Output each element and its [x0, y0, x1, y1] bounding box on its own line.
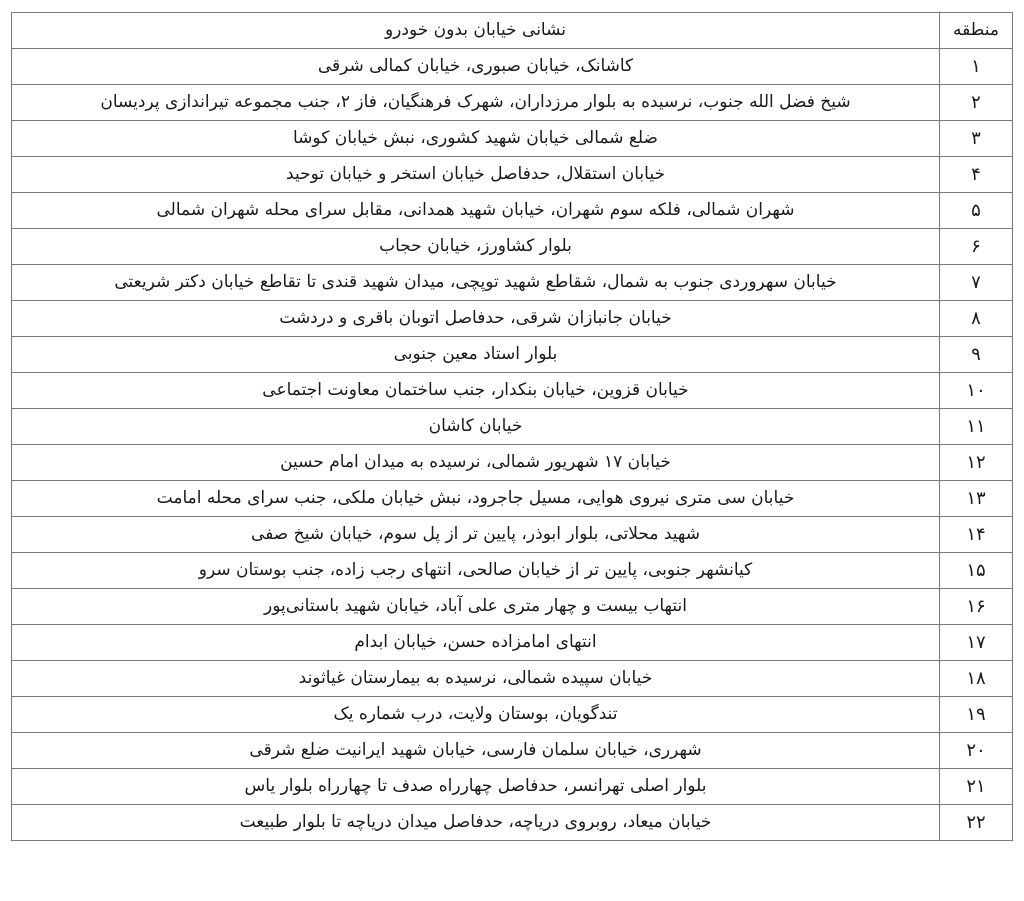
address-cell: خیابان سپیده شمالی، نرسیده به بیمارستان غیاثوند	[12, 661, 940, 697]
zone-number-cell: ۱۶	[940, 589, 1013, 625]
address-cell: بلوار کشاورز، خیابان حجاب	[12, 229, 940, 265]
table-row	[12, 517, 1013, 553]
address-cell: خیابان سهروردی جنوب به شمال، شقاطع شهید توپچی، میدان شهید قندی تا تقاطع خیابان دکتر شریعتی	[12, 265, 940, 301]
address-cell: شهران شمالی، فلکه سوم شهران، خیابان شهید همدانی، مقابل سرای محله شهران شمالی	[12, 193, 940, 229]
table-row	[12, 589, 1013, 625]
zone-number-cell: ۵	[940, 193, 1013, 229]
table-row	[12, 85, 1013, 121]
address-cell: خیابان ۱۷ شهریور شمالی، نرسیده به میدان امام حسین	[12, 445, 940, 481]
zone-number-cell: ۲۱	[940, 769, 1013, 805]
table-row	[12, 409, 1013, 445]
address-cell: کیانشهر جنوبی، پایین تر از خیابان صالحی، انتهای رجب زاده، جنب بوستان سرو	[12, 553, 940, 589]
address-cell: بلوار استاد معین جنوبی	[12, 337, 940, 373]
zone-number-cell: ۲۲	[940, 805, 1013, 841]
table-row	[12, 373, 1013, 409]
address-cell: خیابان سی متری نیروی هوایی، مسیل جاجرود، نبش خیابان ملکی، جنب سرای محله امامت	[12, 481, 940, 517]
zone-number-cell: ۴	[940, 157, 1013, 193]
table-row	[12, 769, 1013, 805]
car-free-streets-table	[11, 12, 1013, 841]
table-row	[12, 229, 1013, 265]
address-cell: بلوار اصلی تهرانسر، حدفاصل چهارراه صدف تا چهارراه بلوار یاس	[12, 769, 940, 805]
zone-number-cell: ۲۰	[940, 733, 1013, 769]
address-cell: کاشانک، خیابان صبوری، خیابان کمالی شرقی	[12, 49, 940, 85]
table-body	[12, 49, 1013, 841]
zone-number-cell: ۱	[940, 49, 1013, 85]
zone-number-cell: ۳	[940, 121, 1013, 157]
address-cell: خیابان استقلال، حدفاصل خیابان استخر و خیابان توحید	[12, 157, 940, 193]
zone-number-cell: ۱۲	[940, 445, 1013, 481]
table-row	[12, 193, 1013, 229]
zone-number-cell: ۱۵	[940, 553, 1013, 589]
address-cell: انتهاب بیست و چهار متری علی آباد، خیابان شهید باستانی‌پور	[12, 589, 940, 625]
table-row	[12, 805, 1013, 841]
zone-number-cell: ۲	[940, 85, 1013, 121]
table-row	[12, 697, 1013, 733]
table-row	[12, 301, 1013, 337]
address-cell: شهید محلاتی، بلوار ابوذر، پایین تر از پل سوم، خیابان شیخ صفی	[12, 517, 940, 553]
zone-number-cell: ۸	[940, 301, 1013, 337]
table-row	[12, 337, 1013, 373]
table-row	[12, 445, 1013, 481]
table-row	[12, 49, 1013, 85]
table-row	[12, 157, 1013, 193]
address-cell: خیابان کاشان	[12, 409, 940, 445]
zone-number-cell: ۱۳	[940, 481, 1013, 517]
zone-number-cell: ۱۹	[940, 697, 1013, 733]
table-row	[12, 733, 1013, 769]
address-column-header: نشانی خیابان بدون خودرو	[12, 13, 940, 49]
table-row	[12, 481, 1013, 517]
zone-number-cell: ۱۴	[940, 517, 1013, 553]
zone-number-cell: ۱۷	[940, 625, 1013, 661]
table-row	[12, 553, 1013, 589]
address-cell: تندگویان، بوستان ولایت، درب شماره یک	[12, 697, 940, 733]
zone-column-header: منطقه	[940, 13, 1013, 49]
table-row	[12, 625, 1013, 661]
address-cell: خیابان قزوین، خیابان بنکدار، جنب ساختمان معاونت اجتماعی	[12, 373, 940, 409]
zone-number-cell: ۱۱	[940, 409, 1013, 445]
address-cell: انتهای امامزاده حسن، خیابان ابدام	[12, 625, 940, 661]
table-row	[12, 121, 1013, 157]
zone-number-cell: ۱۰	[940, 373, 1013, 409]
address-cell: ضلع شمالی خیابان شهید کشوری، نبش خیابان کوشا	[12, 121, 940, 157]
address-cell: شیخ فضل الله جنوب، نرسیده به بلوار مرزداران، شهرک فرهنگیان، فاز ۲، جنب مجموعه تیراندازی پردیسان	[12, 85, 940, 121]
address-cell: شهرری، خیابان سلمان فارسی، خیابان شهید ایرانیت ضلع شرقی	[12, 733, 940, 769]
zone-number-cell: ۱۸	[940, 661, 1013, 697]
table-row	[12, 265, 1013, 301]
zone-number-cell: ۹	[940, 337, 1013, 373]
zone-number-cell: ۶	[940, 229, 1013, 265]
address-cell: خیابان جانبازان شرقی، حدفاصل اتوبان باقری و دردشت	[12, 301, 940, 337]
address-cell: خیابان میعاد، روبروی دریاچه، حدفاصل میدان دریاچه تا بلوار طبیعت	[12, 805, 940, 841]
table-row	[12, 661, 1013, 697]
table-header-row	[12, 13, 1013, 49]
zone-number-cell: ۷	[940, 265, 1013, 301]
